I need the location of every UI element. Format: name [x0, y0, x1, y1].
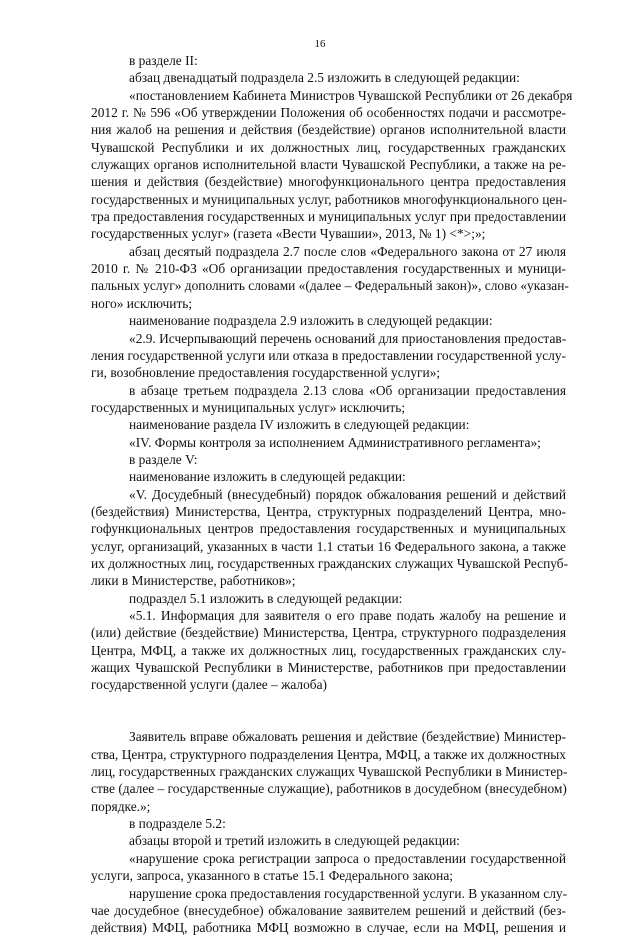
paragraph-gap	[91, 694, 566, 729]
text-line: ления государственной услуги или отказа в предоставлении государственной услу-	[91, 347, 566, 363]
text-line: «2.9. Исчерпывающий перечень оснований для приостановления предостав-	[129, 330, 567, 346]
text-line: в разделе V:	[129, 451, 198, 467]
text-line: ния жалоб на решения и действия (бездействие) органов исполнительной власти	[91, 122, 566, 138]
text-line: абзац десятый подраздела 2.7 после слов «Федерального закона от 27 июля	[129, 243, 566, 259]
text-line: государственных и муниципальных услуг» исключить;	[91, 399, 406, 415]
text-line: абзацы второй и третий изложить в следующей редакции:	[129, 833, 460, 849]
text-line: ги, возобновление предоставления государственной услуги»;	[91, 365, 441, 381]
text-line: чае досудебное (внесудебное) обжалование заявителем решений и действий (без-	[91, 902, 566, 918]
text-line: нарушение срока предоставления государственной услуги. В указанном слу-	[129, 885, 568, 901]
text-line: Центра, МФЦ, а также их должностных лиц, государственных гражданских слу-	[91, 642, 566, 658]
text-line: лиц, государственных гражданских служащих Чувашской Республики в Министер-	[91, 764, 568, 780]
text-line: абзац двенадцатый подраздела 2.5 изложить в следующей редакции:	[129, 70, 520, 86]
text-line: подраздел 5.1 изложить в следующей редакции:	[129, 590, 403, 606]
text-line: ства, Центра, структурного подразделения Центра, МФЦ, а также их должностных	[91, 746, 566, 762]
text-line: услуг, организаций, указанных в части 1.1 статьи 16 Федерального закона, а также	[91, 538, 566, 554]
text-line: государственных и муниципальных услуг, работников многофункционального цен-	[91, 191, 567, 207]
text-line: Чувашской Республики и их должностных лиц, государственных гражданских	[91, 139, 566, 155]
text-line: наименование раздела IV изложить в следующей редакции:	[129, 417, 470, 433]
text-line: «5.1. Информация для заявителя о его праве подать жалобу на решение и	[129, 608, 566, 623]
text-line: шения и действия (бездействие) многофункционального центра предоставления	[91, 174, 566, 190]
text-line: наименование подраздела 2.9 изложить в следующей редакции:	[129, 313, 493, 329]
text-line: государственной услуги (далее – жалоба)	[91, 677, 328, 693]
text-line: «нарушение срока регистрации запроса о предоставлении государственной	[129, 850, 566, 866]
text-line: в разделе II:	[129, 53, 198, 68]
text-line: наименование изложить в следующей редакции:	[129, 469, 406, 485]
text-line: гофункциональных центров предоставления государственных и муниципальных	[91, 521, 566, 537]
text-line: жащих Чувашской Республики в Министерстве, работников при предоставлении	[91, 660, 566, 676]
text-line: «V. Досудебный (внесудебный) порядок обжалования решений и действий	[129, 486, 566, 502]
text-line: действия) МФЦ, работника МФЦ возможно в случае, если на МФЦ, решения и	[91, 920, 566, 936]
text-line: «IV. Формы контроля за исполнением Административного регламента»;	[129, 434, 541, 450]
text-line: порядке.»;	[91, 798, 151, 814]
text-line: (бездействия) Министерства, Центра, структурных подразделений Центра, мно-	[91, 503, 566, 519]
text-line: в подразделе 5.2:	[129, 816, 226, 832]
text-line: 2010 г. № 210-ФЗ «Об организации предоставления государственных и муници-	[91, 261, 566, 277]
document-body	[91, 52, 573, 937]
text-line: служащих органов исполнительной власти Чувашской Республики, а также на ре-	[91, 157, 566, 173]
text-line: услуги, запроса, указанного в статье 15.1 Федерального закона;	[91, 868, 454, 884]
text-line: в абзаце третьем подраздела 2.13 слова «Об организации предоставления	[129, 382, 566, 398]
text-line: их должностных лиц, государственных гражданских служащих Чувашской Респуб-	[91, 555, 569, 571]
text-line: Заявитель вправе обжаловать решения и действие (бездействие) Министер-	[129, 729, 566, 745]
text-line: «постановлением Кабинета Министров Чувашской Республики от 26 декабря	[129, 87, 573, 103]
text-line: государственных услуг» (газета «Вести Чувашии», 2013, № 1) <*>;»;	[91, 226, 486, 242]
text-line: ного» исключить;	[91, 295, 193, 311]
text-line: лики в Министерстве, работников»;	[91, 573, 296, 589]
text-line: тра предоставления государственных и муниципальных услуг при предоставлении	[91, 209, 566, 225]
text-line: пальных услуг» дополнить словами «(далее – Федеральный закон)», слово «указан-	[91, 278, 569, 294]
text-line: стве (далее – государственные служащие), работников в досудебном (внесудебном)	[91, 781, 567, 797]
text-line: 2012 г. № 596 «Об утверждении Положения об особенностях подачи и рассмотре-	[91, 105, 566, 121]
page-number: 16	[314, 38, 326, 50]
text-line: (или) действие (бездействие) Министерства, Центра, структурного подразделения	[91, 625, 566, 641]
